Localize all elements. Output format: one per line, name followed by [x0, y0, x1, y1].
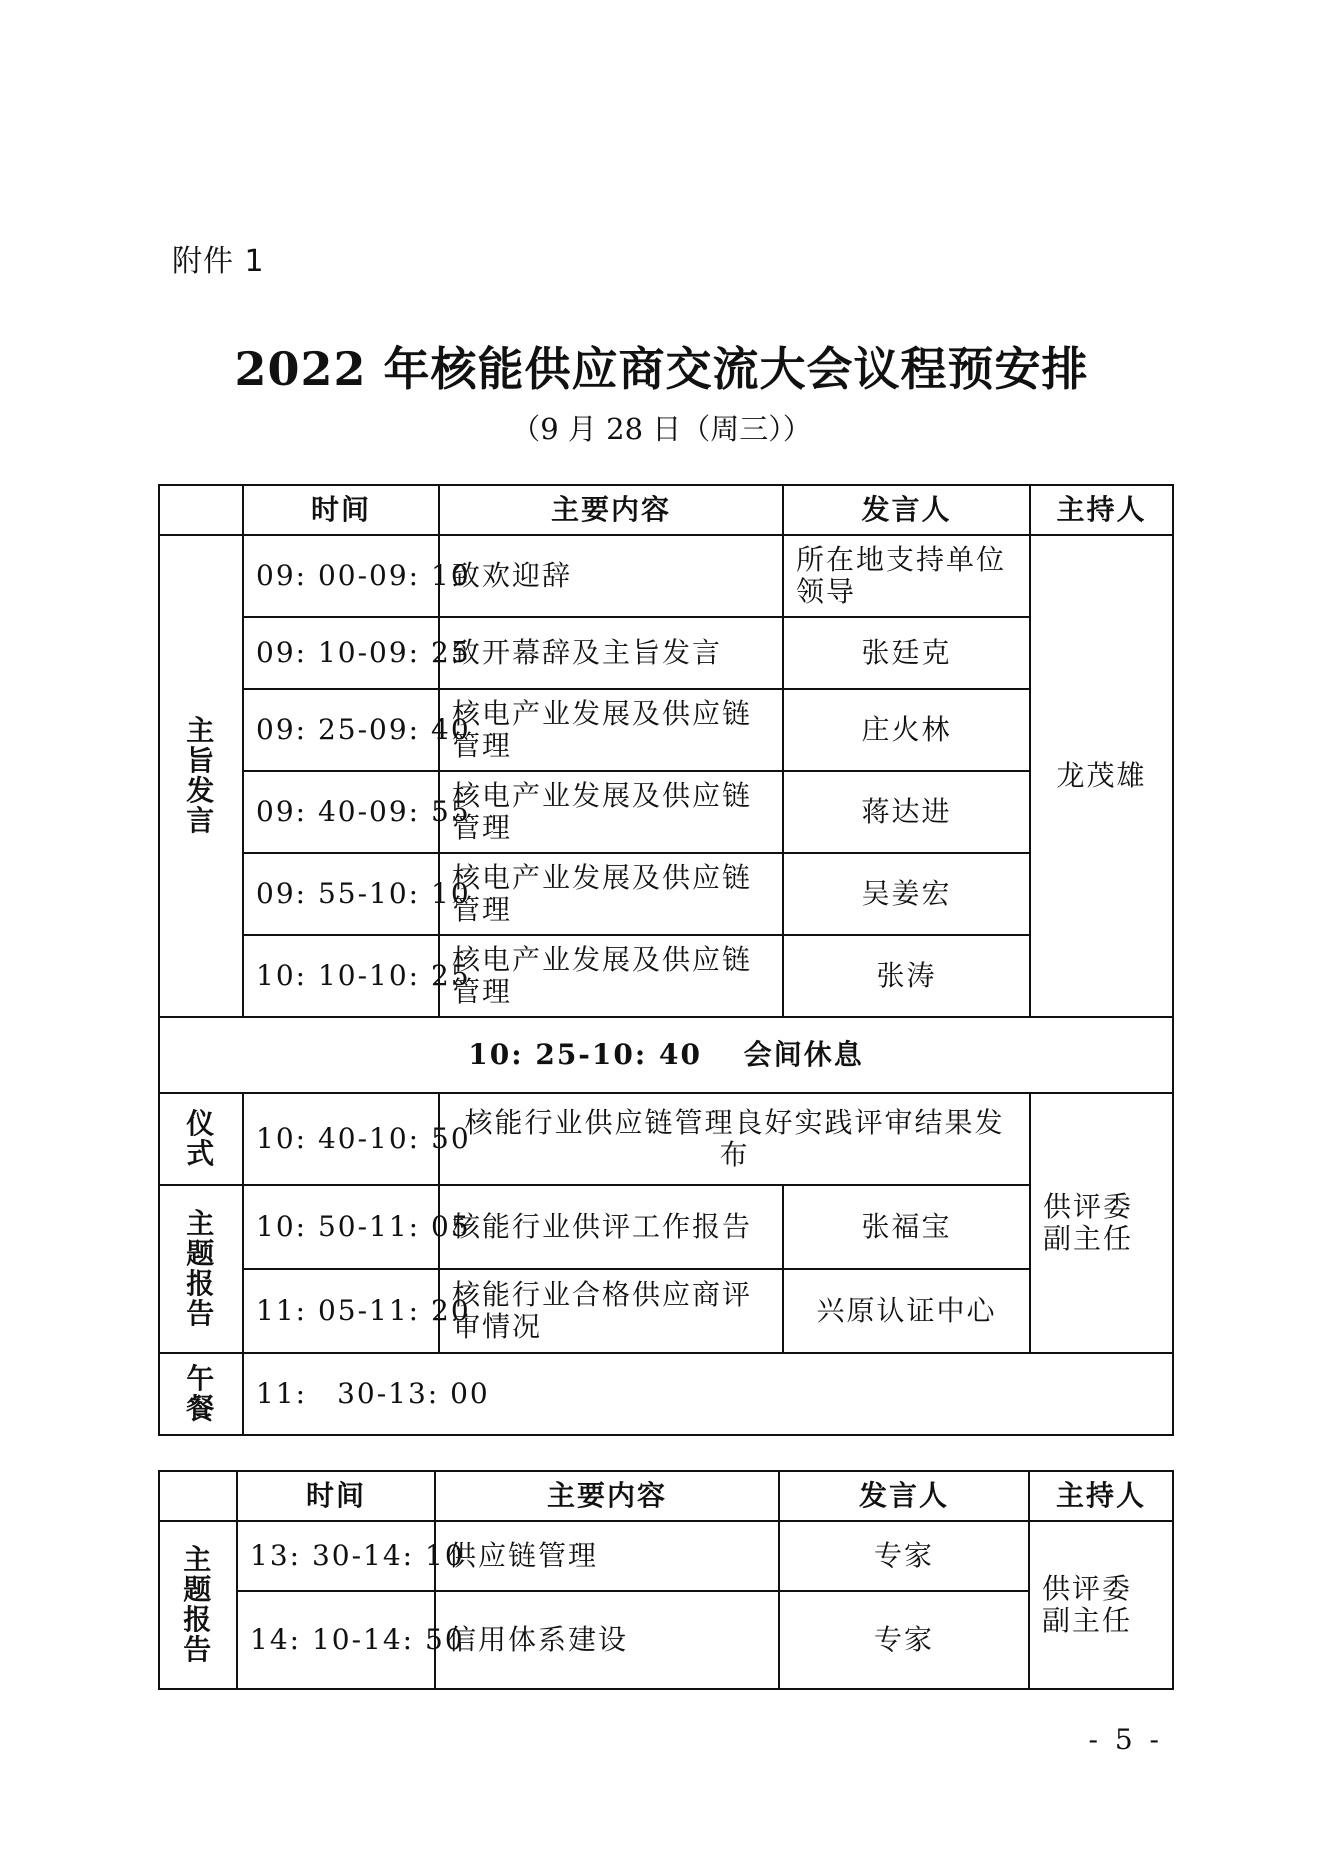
row-time: 09: 55-10: 10: [243, 853, 439, 935]
row-content: 信用体系建设: [435, 1591, 779, 1689]
section-label-keynote: 主旨发言: [159, 535, 243, 1017]
header-host: 主持人: [1030, 485, 1173, 535]
table-row: [159, 1353, 1173, 1435]
table-header-row: [159, 1471, 1173, 1521]
header-time: 时间: [237, 1471, 435, 1521]
header-blank: [159, 485, 243, 535]
row-time: 14: 10-14: 50: [237, 1591, 435, 1689]
row-time: 09: 25-09: 40: [243, 689, 439, 771]
row-content: 致欢迎辞: [439, 535, 783, 617]
row-time: 11: 05-11: 20: [243, 1269, 439, 1353]
row-content: 核能行业供评工作报告: [439, 1185, 783, 1269]
table-header-row: [159, 485, 1173, 535]
agenda-table-afternoon: [158, 1470, 1174, 1690]
row-time: 10: 10-10: 25: [243, 935, 439, 1017]
table-row: [159, 935, 1173, 1017]
row-time: 10: 50-11: 05: [243, 1185, 439, 1269]
section-label-lunch: 午餐: [159, 1353, 243, 1435]
table-row: [159, 535, 1173, 617]
row-speaker: 张福宝: [783, 1185, 1030, 1269]
section-label-report: 主题报告: [159, 1521, 237, 1689]
header-time: 时间: [243, 485, 439, 535]
break-row: [159, 1017, 1173, 1093]
table-row: [159, 689, 1173, 771]
row-speaker: 所在地支持单位领导: [783, 535, 1030, 617]
header-content: 主要内容: [435, 1471, 779, 1521]
header-speaker: 发言人: [779, 1471, 1029, 1521]
host-keynote: 龙茂雄: [1030, 535, 1173, 1017]
row-content: 核能行业供应链管理良好实践评审结果发布: [439, 1093, 1030, 1185]
row-content: 核电产业发展及供应链管理: [439, 771, 783, 853]
row-speaker: 兴原认证中心: [783, 1269, 1030, 1353]
section-label-report: 主题报告: [159, 1185, 243, 1353]
row-time: 09: 00-09: 10: [243, 535, 439, 617]
header-blank: [159, 1471, 237, 1521]
row-time: 09: 10-09: 25: [243, 617, 439, 689]
document-subtitle: （9 月 28 日（周三））: [511, 412, 812, 446]
table-row: [159, 617, 1173, 689]
row-content: 供应链管理: [435, 1521, 779, 1591]
row-time: 11: 30-13: 00: [243, 1353, 1173, 1435]
table-row: [159, 771, 1173, 853]
row-time: 10: 40-10: 50: [243, 1093, 439, 1185]
header-content: 主要内容: [439, 485, 783, 535]
row-speaker: 张廷克: [783, 617, 1030, 689]
row-content: 致开幕辞及主旨发言: [439, 617, 783, 689]
table-row: [159, 1591, 1173, 1689]
row-speaker: 张涛: [783, 935, 1030, 1017]
row-content: 核电产业发展及供应链管理: [439, 853, 783, 935]
row-content: 核能行业合格供应商评审情况: [439, 1269, 783, 1353]
table-row: [159, 1093, 1173, 1185]
row-content: 核电产业发展及供应链管理: [439, 935, 783, 1017]
host-afternoon: 供评委副主任: [1029, 1521, 1173, 1689]
row-speaker: 吴姜宏: [783, 853, 1030, 935]
table-row: [159, 853, 1173, 935]
table-row: [159, 1185, 1173, 1269]
row-time: 13: 30-14: 10: [237, 1521, 435, 1591]
header-host: 主持人: [1029, 1471, 1173, 1521]
row-speaker: 蒋达进: [783, 771, 1030, 853]
row-content: 核电产业发展及供应链管理: [439, 689, 783, 771]
table-row: [159, 1269, 1173, 1353]
row-speaker: 专家: [779, 1591, 1029, 1689]
document-title: 2022 年核能供应商交流大会议程预安排: [234, 342, 1089, 396]
attachment-label: 附件 1: [172, 244, 265, 279]
row-speaker: 专家: [779, 1521, 1029, 1591]
break-label: 10: 25-10: 40 会间休息: [159, 1017, 1173, 1093]
section-label-ceremony: 仪式: [159, 1093, 243, 1185]
table-row: [159, 1521, 1173, 1591]
page-number: - 5 -: [1088, 1723, 1163, 1756]
host-ceremony-report: 供评委副主任: [1030, 1093, 1173, 1353]
agenda-table-morning: [158, 484, 1174, 1436]
row-time: 09: 40-09: 55: [243, 771, 439, 853]
header-speaker: 发言人: [783, 485, 1030, 535]
row-speaker: 庄火林: [783, 689, 1030, 771]
